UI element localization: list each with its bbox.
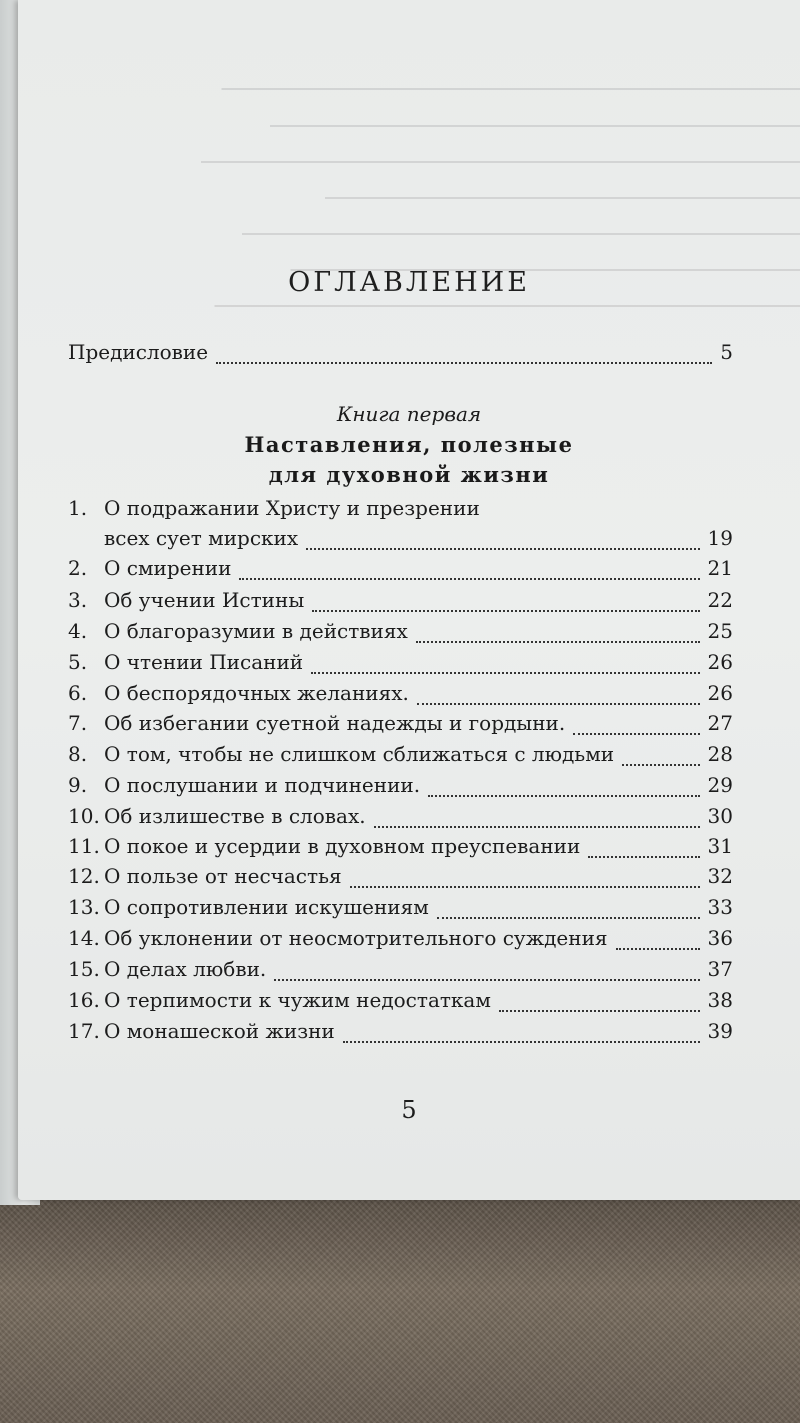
dot-leader — [428, 795, 699, 797]
fabric-background — [0, 1200, 800, 1423]
entry-page: 31 — [707, 834, 733, 858]
entry-title: О благоразумии в действиях — [104, 619, 408, 643]
section-title-line2: для духовной жизни — [268, 462, 550, 487]
book-page — [18, 0, 800, 1200]
entry-title: Об уклонении от неосмотрительного суждения — [104, 926, 608, 950]
toc-entry-8 — [68, 742, 733, 772]
entry-page: 26 — [707, 681, 733, 705]
toc-entry-17 — [68, 1019, 733, 1049]
section-title-line1: Наставления, полезные — [244, 432, 574, 457]
entry-title: О терпимости к чужим недостаткам — [104, 988, 491, 1012]
dot-leader — [588, 856, 699, 858]
dot-leader — [374, 826, 700, 828]
entry-title: О сопротивлении искушениям — [104, 895, 429, 919]
toc-entry-1-continued — [68, 526, 733, 556]
entry-page: 19 — [707, 526, 733, 550]
entry-number: 11. — [68, 834, 100, 858]
dot-leader — [311, 672, 699, 674]
entry-page: 33 — [707, 895, 733, 919]
entry-number: 17. — [68, 1019, 100, 1043]
entry-title-line2: всех сует мирских — [104, 526, 299, 550]
dot-leader — [416, 641, 700, 643]
dot-leader — [239, 578, 699, 580]
entry-title-line1: О подражании Христу и презрении — [104, 496, 480, 520]
toc-entry-6 — [68, 681, 733, 711]
dot-leader — [312, 610, 699, 612]
dot-leader — [350, 886, 700, 888]
entry-page: 5 — [720, 340, 733, 364]
toc-entry-16 — [68, 988, 733, 1018]
entry-title: О смирении — [104, 556, 232, 580]
entry-page: 28 — [707, 742, 733, 766]
toc-entry-13 — [68, 895, 733, 925]
toc-entry-3 — [68, 588, 733, 618]
toc-entry-15 — [68, 957, 733, 987]
entry-title: Об учении Истины — [104, 588, 305, 612]
dot-leader — [437, 917, 700, 919]
dot-leader — [573, 733, 699, 735]
book-label: Книга первая — [336, 402, 482, 426]
entry-title: О пользе от несчастья — [104, 864, 342, 888]
entry-number: 5. — [68, 650, 88, 674]
entry-number: 10. — [68, 804, 100, 828]
entry-page: 26 — [707, 650, 733, 674]
dot-leader — [622, 764, 699, 766]
dot-leader — [499, 1010, 700, 1012]
entry-number: 3. — [68, 588, 88, 612]
entry-title: Предисловие — [68, 340, 209, 364]
toc-entry-12 — [68, 864, 733, 894]
dot-leader — [343, 1041, 700, 1043]
entry-number: 9. — [68, 773, 88, 797]
entry-number: 16. — [68, 988, 100, 1012]
entry-number: 14. — [68, 926, 100, 950]
toc-entry-5 — [68, 650, 733, 680]
entry-title: Об избегании суетной надежды и гордыни. — [104, 711, 566, 735]
toc-entry-7 — [68, 711, 733, 741]
entry-page: 22 — [707, 588, 733, 612]
entry-page: 30 — [707, 804, 733, 828]
entry-title: О монашеской жизни — [104, 1019, 335, 1043]
entry-title: О покое и усердии в духовном преуспевании — [104, 834, 581, 858]
entry-title: О чтении Писаний — [104, 650, 304, 674]
entry-number: 7. — [68, 711, 88, 735]
entry-number: 15. — [68, 957, 100, 981]
toc-entry-1 — [68, 496, 733, 526]
page-title: ОГЛАВЛЕНИЕ — [288, 267, 530, 298]
entry-page: 27 — [707, 711, 733, 735]
entry-page: 25 — [707, 619, 733, 643]
entry-page: 37 — [707, 957, 733, 981]
entry-title: О послушании и подчинении. — [104, 773, 421, 797]
entry-title: О беспорядочных желаниях. — [104, 681, 409, 705]
entry-page: 29 — [707, 773, 733, 797]
toc-entry-10 — [68, 804, 733, 834]
entry-number: 12. — [68, 864, 100, 888]
dot-leader — [306, 548, 699, 550]
toc-entry-preface — [68, 340, 733, 370]
toc-entry-2 — [68, 556, 733, 586]
toc-entry-11 — [68, 834, 733, 864]
dot-leader — [616, 948, 700, 950]
entry-title: О том, чтобы не слишком сближаться с людьми — [104, 742, 615, 766]
entry-page: 32 — [707, 864, 733, 888]
entry-page: 38 — [707, 988, 733, 1012]
toc-entry-9 — [68, 773, 733, 803]
toc-entry-14 — [68, 926, 733, 956]
toc-entry-4 — [68, 619, 733, 649]
entry-number: 4. — [68, 619, 88, 643]
entry-title: О делах любви. — [104, 957, 267, 981]
entry-number: 13. — [68, 895, 100, 919]
entry-page: 21 — [707, 556, 733, 580]
entry-number: 1. — [68, 496, 88, 520]
dot-leader — [274, 979, 699, 981]
entry-number: 6. — [68, 681, 88, 705]
entry-title: Об излишестве в словах. — [104, 804, 366, 828]
entry-number: 8. — [68, 742, 88, 766]
entry-page: 36 — [707, 926, 733, 950]
dot-leader — [417, 703, 700, 705]
page-number: 5 — [401, 1096, 417, 1124]
entry-page: 39 — [707, 1019, 733, 1043]
entry-number: 2. — [68, 556, 88, 580]
dot-leader — [216, 362, 712, 364]
